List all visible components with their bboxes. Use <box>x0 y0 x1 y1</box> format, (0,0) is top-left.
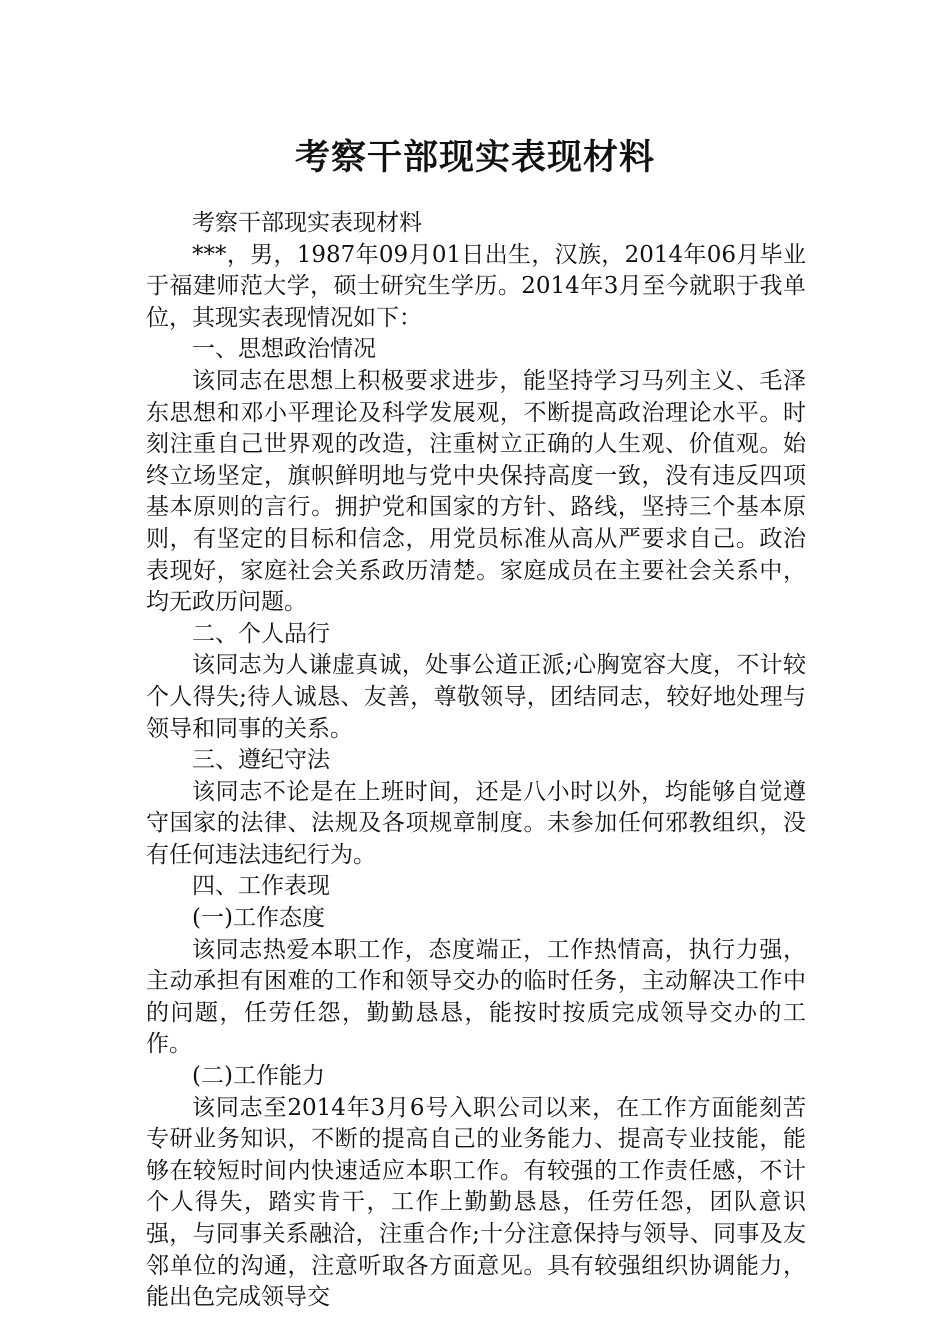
paragraph-character: 该同志为人谦虚真诚，处事公道正派;心胸宽容大度，不计较个人得失;待人诚恳、友善，尊敬领导，团结同志，较好地处理与领导和同事的关系。 <box>146 652 806 742</box>
subsection-heading-attitude: (一)工作态度 <box>192 905 325 932</box>
paragraph-subtitle: 考察干部现实表现材料 <box>192 210 422 236</box>
paragraph-attitude: 该同志热爱本职工作，态度端正，工作热情高，执行力强，主动承担有困难的工作和领导交办的临时任务，主动解决工作中的问题，任劳任怨，勤勤恳恳，能按时按质完成领导交办的工作。 <box>146 936 806 1058</box>
subsection-heading-ability: (二)工作能力 <box>192 1063 325 1090</box>
document-body <box>146 208 806 1314</box>
paragraph-discipline: 该同志不论是在上班时间，还是八小时以外，均能够自觉遵守国家的法律、法规及各项规章制度。未参加任何邪教组织，没有任何违法违纪行为。 <box>146 778 806 868</box>
paragraph-ability: 该同志至2014年3月6号入职公司以来，在工作方面能刻苦专研业务知识，不断的提高自己的业务能力、提高专业技能，能够在较短时间内快速适应本职工作。有较强的工作责任感，不计个人得失，踏实肯干，工作上勤勤恳恳，任劳任怨，团队意识强，与同事关系融洽，注重合作;十分注意保持与领导、同事及友邻单位的沟通，注意听取各方面意见。具有较强组织协调能力，能出色完成领导交 <box>146 1094 806 1311</box>
section-heading-political: 一、思想政治情况 <box>192 336 376 363</box>
paragraph-political: 该同志在思想上积极要求进步，能坚持学习马列主义、毛泽东思想和邓小平理论及科学发展观，不断提高政治理论水平。时刻注重自己世界观的改造，注重树立正确的人生观、价值观。始终立场坚定，旗帜鲜明地与党中央保持高度一致，没有违反四项基本原则的言行。拥护党和国家的方针、路线，坚持三个基本原则，有坚定的目标和信念，用党员标准从高从严要求自己。政治表现好，家庭社会关系政历清楚。家庭成员在主要社会关系中，均无政历问题。 <box>146 367 806 616</box>
section-heading-work: 四、工作表现 <box>192 873 330 900</box>
document-title: 考察干部现实表现材料 <box>294 138 655 178</box>
paragraph-intro: ***，男，1987年09月01日出生，汉族，2014年06月毕业于福建师范大学，硕士研究生学历。2014年3月至今就职于我单位，其现实表现情况如下： <box>146 241 806 331</box>
section-heading-discipline: 三、遵纪守法 <box>192 747 330 774</box>
section-heading-character: 二、个人品行 <box>192 620 330 647</box>
